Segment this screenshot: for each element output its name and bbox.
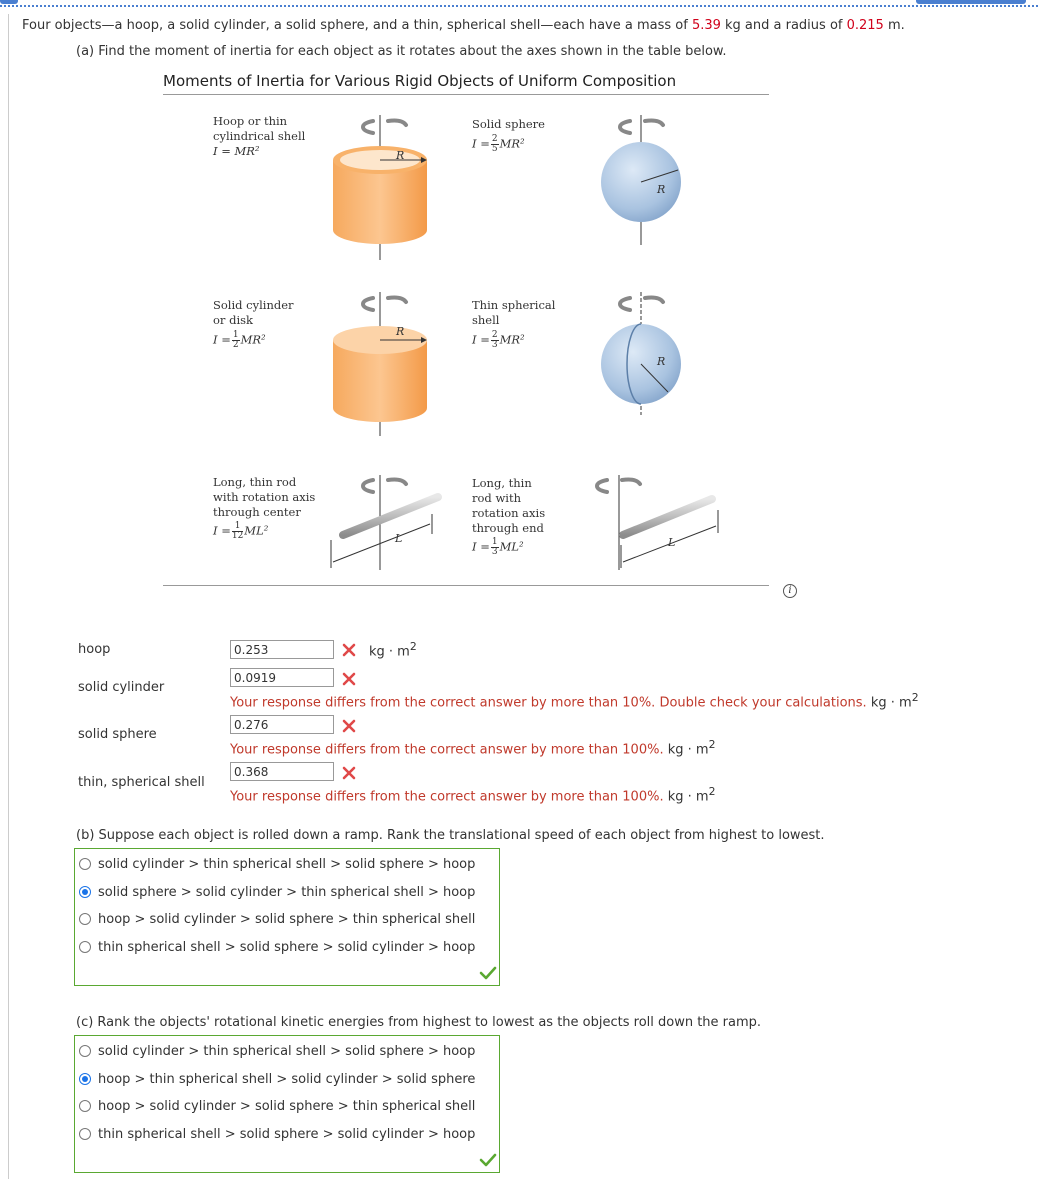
unit-text: kg · m <box>870 695 912 711</box>
part-b-option[interactable] <box>79 881 475 903</box>
x-mark-icon <box>342 643 356 657</box>
solid-sphere-num: 2 <box>491 134 498 144</box>
answer-label-solid-sphere: solid sphere <box>78 727 157 742</box>
solid-cylinder-num: 1 <box>232 330 239 340</box>
solid-sphere-i: I = <box>472 136 490 151</box>
solid-sphere-mr: MR² <box>499 136 525 151</box>
solid-cylinder-den: 2 <box>232 340 239 350</box>
answer-label-thin-shell: thin, spherical shell <box>78 775 205 790</box>
hoop-name-1: Hoop or thin <box>213 114 288 128</box>
rod-end-i: I = <box>472 539 490 554</box>
mass-value: 5.39 <box>691 18 721 33</box>
hoop-r-label: R <box>396 149 405 162</box>
part-c-options <box>74 1035 500 1173</box>
rod-end-figure <box>619 475 718 570</box>
unit-sup: 2 <box>409 640 417 653</box>
intro-text-2: kg and a radius of <box>720 18 847 33</box>
feedback-text: Your response differs from the correct answer by more than 10%. Double check your calculations. <box>230 695 867 711</box>
solid-cylinder-answer-input[interactable] <box>230 668 334 687</box>
solid-cylinder-name-1: Solid cylinder <box>213 298 294 312</box>
radio-icon[interactable] <box>79 941 91 953</box>
rod-center-i: I = <box>213 523 231 538</box>
radio-icon[interactable] <box>79 913 91 925</box>
solid-sphere-figure <box>601 115 681 245</box>
part-b-option[interactable] <box>79 936 475 958</box>
rod-center-figure <box>331 475 438 570</box>
thin-shell-den: 3 <box>491 340 498 350</box>
hoop-formula: I = MR² <box>213 144 260 158</box>
rod-center-name-3: through center <box>213 505 301 519</box>
thin-shell-figure <box>601 292 681 415</box>
rotation-arrow-icon <box>363 480 406 493</box>
option-label: solid sphere > solid cylinder > thin spherical shell > hoop <box>98 884 476 900</box>
unit-text: kg · m <box>667 789 709 805</box>
option-label: hoop > solid cylinder > solid sphere > thin spherical shell <box>98 911 476 927</box>
feedback-text: Your response differs from the correct answer by more than 100%. <box>230 742 664 758</box>
part-c-option[interactable] <box>79 1068 475 1090</box>
thin-shell-answer-input[interactable] <box>230 762 334 781</box>
rod-end-name-3: rotation axis <box>472 506 546 520</box>
rod-end-l-label: L <box>668 536 676 549</box>
rod-end-ml: ML² <box>499 539 524 554</box>
solid-sphere-answer-input[interactable] <box>230 715 334 734</box>
intro-text-3: m. <box>883 18 905 33</box>
rod-center-den: 12 <box>231 531 244 541</box>
table-title: Moments of Inertia for Various Rigid Objects of Uniform Composition <box>163 72 677 90</box>
rotation-arrow-icon <box>363 121 406 134</box>
x-mark-icon <box>342 766 356 780</box>
hoop-name-2: cylindrical shell <box>213 129 306 143</box>
part-a-prompt: (a) Find the moment of inertia for each object as it rotates about the axes shown in the table below. <box>76 44 727 59</box>
rod-end-name-2: rod with <box>472 491 521 505</box>
hoop-unit <box>369 640 417 659</box>
unit-sup: 2 <box>708 738 716 751</box>
thin-shell-name-2: shell <box>472 313 500 327</box>
check-mark-icon <box>479 1153 497 1167</box>
unit-text: kg · m <box>369 644 410 660</box>
part-c-option[interactable] <box>79 1095 475 1117</box>
solid-sphere-name: Solid sphere <box>472 117 545 131</box>
part-c-option[interactable] <box>79 1040 475 1062</box>
solid-cylinder-mr: MR² <box>240 332 266 347</box>
solid-sphere-den: 5 <box>491 144 498 154</box>
solid-cylinder-feedback <box>230 691 919 710</box>
rod-center-name-1: Long, thin rod <box>213 475 297 489</box>
rod-center-ml: ML² <box>244 523 269 538</box>
part-c-option[interactable] <box>79 1123 475 1145</box>
shell-r-label: R <box>657 355 666 368</box>
radio-icon[interactable] <box>79 1100 91 1112</box>
part-b-option[interactable] <box>79 908 475 930</box>
rod-center-num: 1 <box>232 522 243 532</box>
rod-end-num: 1 <box>491 537 498 547</box>
x-mark-icon <box>342 672 356 686</box>
solid-sphere-feedback <box>230 738 715 757</box>
answer-label-hoop: hoop <box>78 642 111 657</box>
rod-end-den: 3 <box>491 547 498 557</box>
rod-end-name-1: Long, thin <box>472 476 532 490</box>
rod-center-name-2: with rotation axis <box>213 490 316 504</box>
solid-cylinder-figure <box>333 292 427 436</box>
radius-value: 0.215 <box>846 18 884 33</box>
part-b-options <box>74 848 500 986</box>
rotation-arrow-icon <box>363 298 406 311</box>
part-c-question: (c) Rank the objects' rotational kinetic energies from highest to lowest as the objects roll down the ramp. <box>76 1015 762 1030</box>
thin-shell-num: 2 <box>491 330 498 340</box>
radio-icon[interactable] <box>79 886 91 898</box>
unit-sup: 2 <box>708 785 716 798</box>
rod-center-l-label: L <box>395 532 403 545</box>
feedback-text: Your response differs from the correct answer by more than 100%. <box>230 789 664 805</box>
radio-icon[interactable] <box>79 1073 91 1085</box>
sphere-r-label: R <box>657 183 666 196</box>
solid-cylinder-name-2: or disk <box>213 313 253 327</box>
info-icon[interactable]: i <box>783 584 797 598</box>
rod-end-name-4: through end <box>472 521 544 535</box>
part-b-option[interactable] <box>79 853 475 875</box>
cylinder-r-label: R <box>396 325 405 338</box>
option-label: solid cylinder > thin spherical shell > solid sphere > hoop <box>98 1043 476 1059</box>
radio-icon[interactable] <box>79 1045 91 1057</box>
hoop-figure <box>333 115 427 260</box>
hoop-answer-input[interactable] <box>230 640 334 659</box>
part-b-question: (b) Suppose each object is rolled down a ramp. Rank the translational speed of each object from highest to lowest. <box>76 828 825 843</box>
radio-icon[interactable] <box>79 858 91 870</box>
thin-shell-name-1: Thin spherical <box>472 298 556 312</box>
answer-label-solid-cylinder: solid cylinder <box>78 680 165 695</box>
option-label: thin spherical shell > solid sphere > solid cylinder > hoop <box>98 939 476 955</box>
thin-shell-i: I = <box>472 332 490 347</box>
thin-shell-mr: MR² <box>499 332 525 347</box>
unit-text: kg · m <box>667 742 709 758</box>
unit-sup: 2 <box>911 691 919 704</box>
solid-cylinder-i: I = <box>213 332 231 347</box>
option-label: thin spherical shell > solid sphere > solid cylinder > hoop <box>98 1126 476 1142</box>
option-label: hoop > solid cylinder > solid sphere > thin spherical shell <box>98 1098 476 1114</box>
option-label: solid cylinder > thin spherical shell > solid sphere > hoop <box>98 856 476 872</box>
intro-text-1: Four objects—a hoop, a solid cylinder, a solid sphere, and a thin, spherical shell—each have a mass of <box>22 18 692 33</box>
x-mark-icon <box>342 719 356 733</box>
check-mark-icon <box>479 966 497 980</box>
radio-icon[interactable] <box>79 1128 91 1140</box>
thin-shell-feedback <box>230 785 715 804</box>
option-label: hoop > thin spherical shell > solid cylinder > solid sphere <box>98 1071 476 1087</box>
